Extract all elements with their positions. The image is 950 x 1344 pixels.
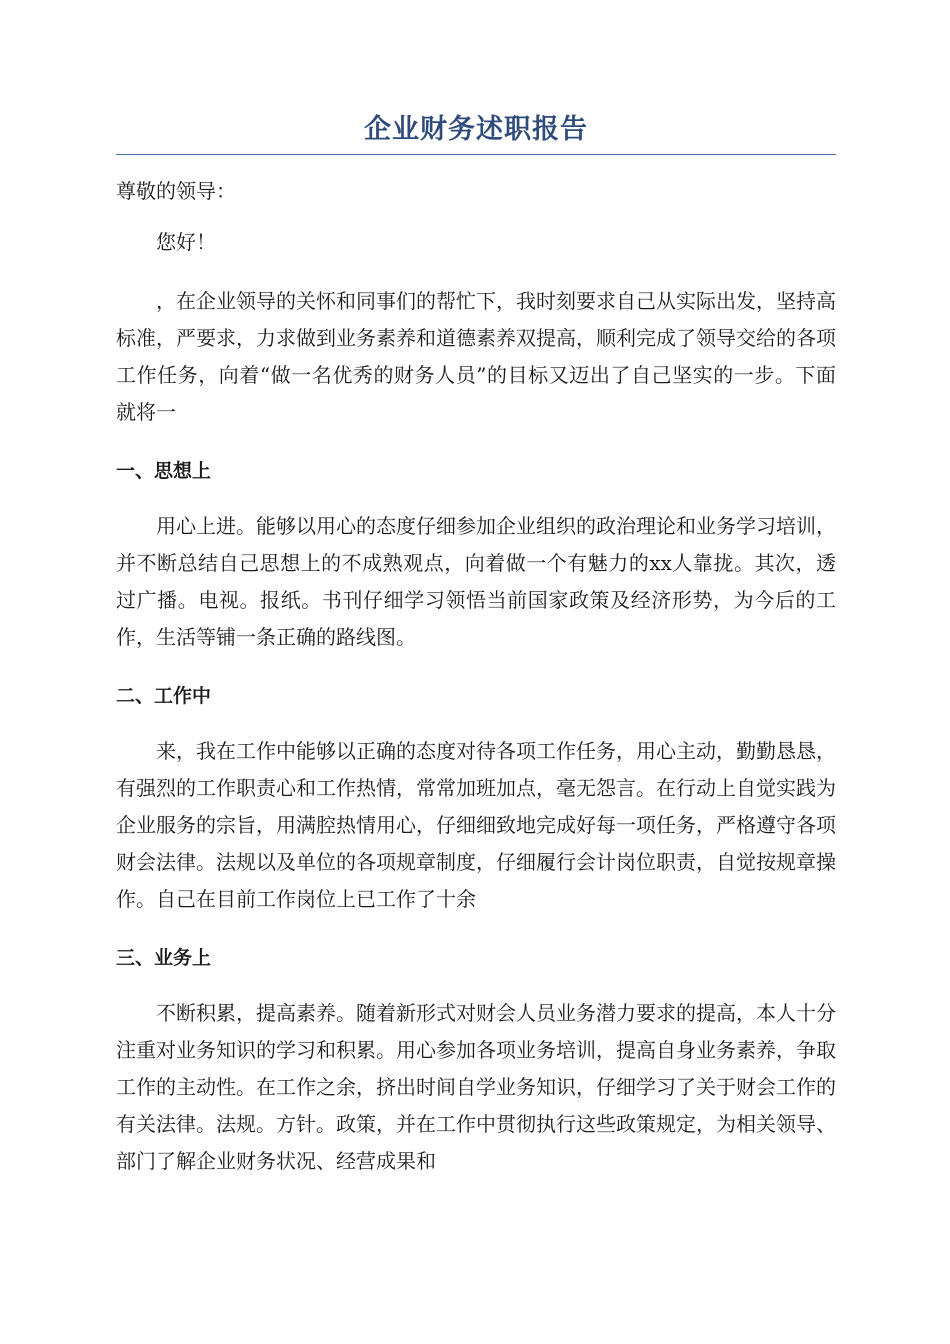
section-work: [116, 678, 836, 918]
section-heading: 三、业务上: [116, 947, 212, 969]
section-body: 用心上进。能够以用心的态度仔细参加企业组织的政治理论和业务学习培训，并不断总结自己思想上的不成熟观点，向着做一个有魅力的xx人靠拢。其次，透过广播。电视。报纸。书刊仔细学习领悟当前国家政策及经济形势，为今后的工作，生活等铺一条正确的路线图。: [116, 514, 836, 649]
section-business: [116, 940, 836, 1180]
intro-paragraph: ，在企业领导的关怀和同事们的帮忙下，我时刻要求自己从实际出发，坚持高标准，严要求，力求做到业务素养和道德素养双提高，顺利完成了领导交给的各项工作任务，向着“做一名优秀的财务人员”的目标又迈出了自己坚实的一步。下面就将一: [116, 289, 836, 424]
document-page: [116, 112, 836, 1202]
section-body: 不断积累，提高素养。随着新形式对财会人员业务潜力要求的提高，本人十分注重对业务知识的学习和积累。用心参加各项业务培训，提高自身业务素养，争取工作的主动性。在工作之余，挤出时间自学业务知识，仔细学习了关于财会工作的有关法律。法规。方针。政策，并在工作中贯彻执行这些政策规定，为相关领导、部门了解企业财务状况、经营成果和: [116, 1001, 836, 1173]
greeting: 您好！: [156, 230, 216, 254]
section-heading: 二、工作中: [116, 685, 212, 707]
section-heading: 一、思想上: [116, 460, 212, 482]
salutation: 尊敬的领导：: [116, 179, 236, 203]
section-thought: [116, 453, 836, 656]
title-underline: [116, 154, 836, 155]
section-body: 来，我在工作中能够以正确的态度对待各项工作任务，用心主动，勤勤恳恳，有强烈的工作职责心和工作热情，常常加班加点，毫无怨言。在行动上自觉实践为企业服务的宗旨，用满腔热情用心，仔细细致地完成好每一项任务，严格遵守各项财会法律。法规以及单位的各项规章制度，仔细履行会计岗位职责，自觉按规章操作。自己在目前工作岗位上已工作了十余: [116, 739, 836, 911]
document-title: 企业财务述职报告: [364, 114, 588, 145]
